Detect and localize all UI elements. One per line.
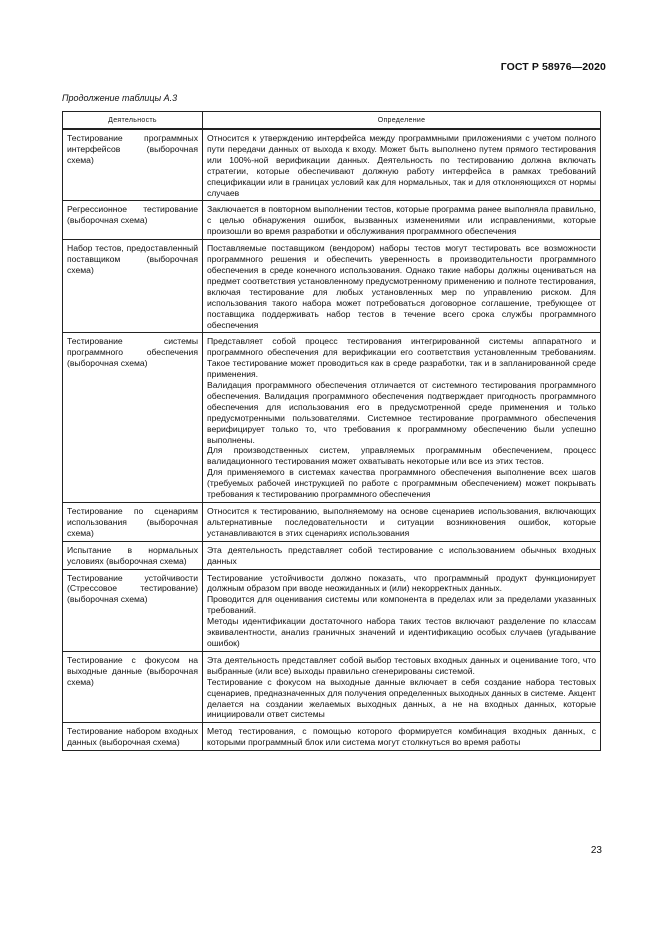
definition-paragraph: Представляет собой процесс тестирования интегрированной системы аппаратного и программного обеспечения для верификации его соответствия установленным требованиям. Такое тестирование может проводиться как в среде разработки, так и в запланированной среде применения. [207, 336, 596, 380]
definition-cell [203, 723, 601, 751]
definition-cell [203, 333, 601, 503]
activity-cell: Тестирование набором входных данных (выборочная схема) [63, 723, 203, 751]
definition-paragraph: Для производственных систем, управляемых программным обеспечением, процесс валидационного тестирования может охватывать некоторые или все из этих тестов. [207, 445, 596, 467]
table-row [63, 503, 601, 542]
definition-paragraph: Заключается в повторном выполнении тестов, которые программа ранее выполняла правильно, с целью обнаружения ошибок, вызванных изменениями или исправлениями, которые произошли во время разработки и обслуживания программного обеспечения [207, 204, 596, 237]
definition-cell [203, 201, 601, 240]
definition-paragraph: Относится к тестированию, выполняемому на основе сценариев использования, включающих альтернативные последовательности и ситуации возникновения ошибок, которые устанавливаются в этих сценариях использования [207, 506, 596, 538]
definition-paragraph: Эта деятельность представляет собой выбор тестовых входных данных и оценивание того, что выбранные (или все) выходы правильно сгенерированы системой. [207, 654, 596, 676]
table-body [63, 129, 601, 751]
activity-cell: Набор тестов, предоставленный поставщиком (выборочная схема) [63, 240, 203, 333]
column-header-definition: Определение [203, 112, 601, 130]
definition-paragraph: Тестирование с фокусом на выходные данные включает в себя создание набора тестовых сценариев, предназначенных для получения определенных выходных данных в системе. Акцент делается на создании желаемых выходных данных, а не на входных данных, которые инициировали ответ системы [207, 676, 596, 720]
definition-paragraph: Проводится для оценивания системы или компонента в пределах или за пределами указанных требований. [207, 594, 596, 616]
definition-paragraph: Метод тестирования, с помощью которого формируется комбинация входных данных, с которыми программный блок или система могут столкнуться во время работы [207, 726, 596, 748]
definition-cell [203, 240, 601, 333]
definition-cell [203, 569, 601, 651]
table-header-row [63, 112, 601, 130]
activity-cell: Тестирование системы программного обеспечения (выборочная схема) [63, 333, 203, 503]
definition-paragraph: Для применяемого в системах качества программного обеспечения выполнение всех шагов (требуемых рабочей инструкцией по работе с программным обеспечением) может покрывать требования к тестированию программного обеспечения [207, 467, 596, 500]
definition-paragraph: Валидация программного обеспечения отличается от системного тестирования программного обеспечения. Валидация программного обеспечения подтверждает пригодность программного обеспечения для использования его в предусмотренной среде применения и только предусмотренными пользователями. Системное тестирование программного обеспечения верифицирует только то, что требования к программному обеспечению были успешно выполнены. [207, 380, 596, 445]
definition-cell [203, 651, 601, 722]
table-row [63, 723, 601, 751]
definition-cell [203, 129, 601, 201]
activity-cell: Тестирование программных интерфейсов (выборочная схема) [63, 129, 203, 201]
definition-paragraph: Методы идентификации достаточного набора таких тестов включают разделение по классам эквивалентности, анализ граничных значений и идентификацию особых случаев (угадывание ошибок) [207, 616, 596, 648]
table-row [63, 201, 601, 240]
definition-paragraph: Поставляемые поставщиком (вендором) наборы тестов могут тестировать все возможности программного решения и обеспечить уверенность в производительности программного обеспечения в среде конечного использования. Однако такие наборы должны оцениваться на предмет соответствия установленному предусмотренному применению и полноте тестирования, включая тестирование для любых установленных мер по управлению риском. Для использования такого набора может потребоваться договорное соглашение, требующее от поставщика поддерживать набор тестов в течение всего срока службы программного обеспечения [207, 243, 596, 330]
definition-cell [203, 503, 601, 542]
table-row [63, 129, 601, 201]
activity-cell: Испытание в нормальных условиях (выборочная схема) [63, 541, 203, 569]
activity-cell: Тестирование по сценариям использования (выборочная схема) [63, 503, 203, 542]
table-caption: Продолжение таблицы А.3 [62, 93, 178, 103]
definition-paragraph: Относится к утверждению интерфейса между программными приложениями с учетом полного пути передачи данных от выхода к входу. Может быть выполнено путем прямого тестирования или 100%-ной верификации данных. Деятельность по тестированию должна включать стратегии, которые обеспечивают должную работу интерфейса в рамках требований спецификации или в границах условий как для нормальных, так и для отклоняющихся от нормы случаев [207, 133, 596, 198]
table-row [63, 333, 601, 503]
activity-cell: Регрессионное тестирование (выборочная схема) [63, 201, 203, 240]
page-number: 23 [590, 845, 602, 856]
table-row [63, 569, 601, 651]
definition-cell [203, 541, 601, 569]
activity-cell: Тестирование с фокусом на выходные данные (выборочная схема) [63, 651, 203, 722]
table-row [63, 541, 601, 569]
table-row [63, 651, 601, 722]
table-row [63, 240, 601, 333]
standard-number: ГОСТ Р 58976—2020 [500, 61, 606, 73]
definition-paragraph: Тестирование устойчивости должно показать, что программный продукт функционирует должным образом при вводе неожиданных и (или) некорректных данных. [207, 572, 596, 594]
column-header-activity: Деятельность [63, 112, 203, 130]
definition-paragraph: Эта деятельность представляет собой тестирование с использованием обычных входных данных [207, 544, 596, 566]
definitions-table [62, 111, 601, 751]
activity-cell: Тестирование устойчивости (Стрессовое тестирование) (выборочная схема) [63, 569, 203, 651]
